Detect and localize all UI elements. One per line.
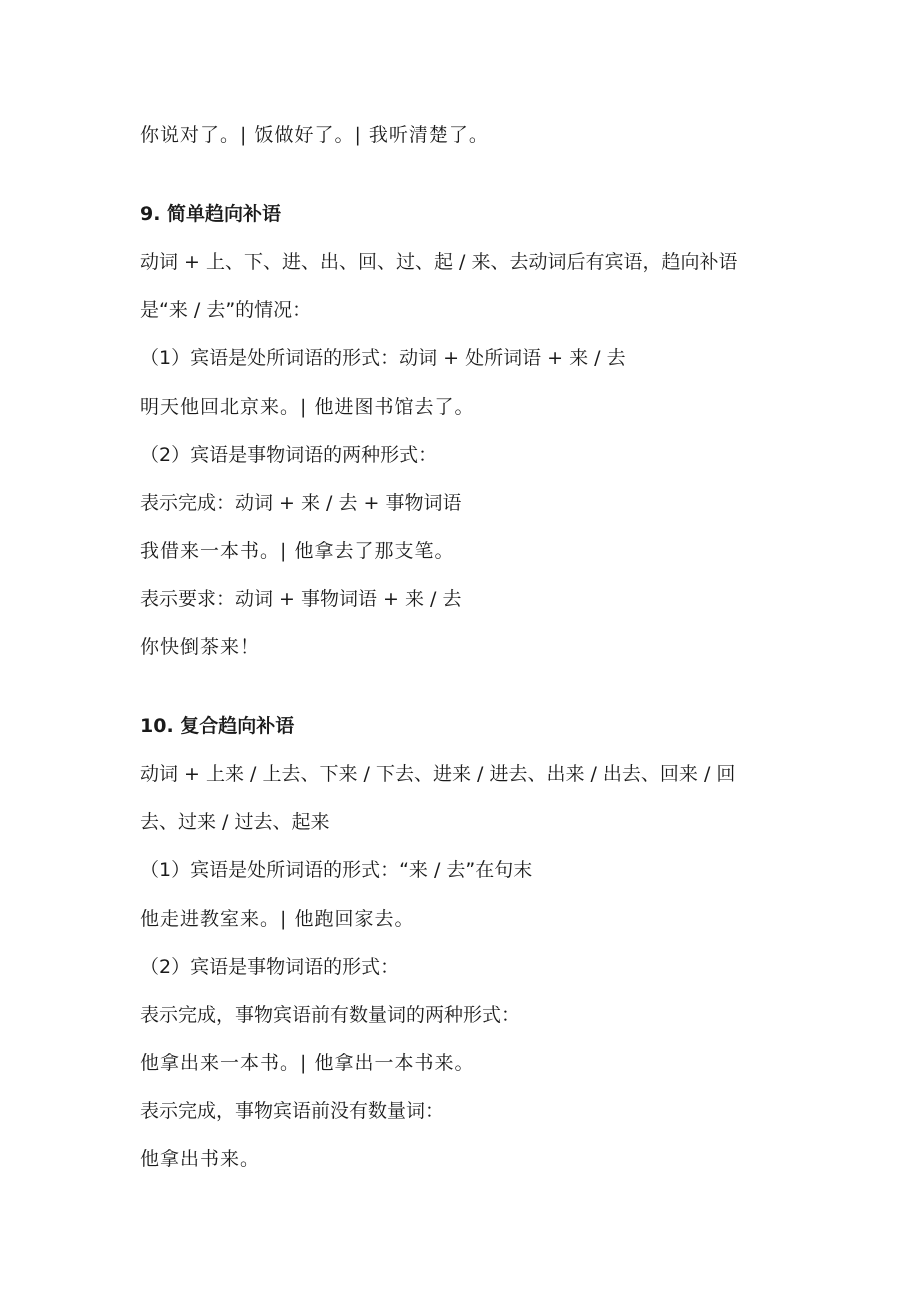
- rule-text: 动词 + 上、下、进、出、回、过、起 / 来、去动词后有宾语，趋向补语: [140, 251, 738, 273]
- pattern-without-quantifier: 表示完成，事物宾语前没有数量词：: [140, 1100, 445, 1122]
- example-sentence: 他拿出书来。: [140, 1148, 261, 1170]
- example-sentences: 我借来一本书。| 他拿去了那支笔。: [140, 540, 455, 562]
- rule-text-continued: 去、过来 / 过去、起来: [140, 811, 330, 833]
- pattern-completion: 表示完成：动词 + 来 / 去 + 事物词语: [140, 492, 462, 514]
- subsection-1: （1）宾语是处所词语的形式：动词 + 处所词语 + 来 / 去: [140, 347, 626, 369]
- section-heading-9: 9. 简单趋向补语: [140, 203, 282, 225]
- pattern-with-quantifier: 表示完成，事物宾语前有数量词的两种形式：: [140, 1004, 521, 1026]
- subsection-1: （1）宾语是处所词语的形式：“来 / 去”在句末: [140, 859, 533, 881]
- section-heading-10: 10. 复合趋向补语: [140, 715, 295, 737]
- example-sentence: 你快倒茶来！: [140, 636, 261, 658]
- subsection-2: （2）宾语是事物词语的形式：: [140, 956, 400, 978]
- example-sentences-result: 你说对了。| 饭做好了。| 我听清楚了。: [140, 124, 489, 146]
- rule-text: 动词 + 上来 / 上去、下来 / 下去、进来 / 进去、出来 / 出去、回来 / 回: [140, 763, 736, 785]
- pattern-request: 表示要求：动词 + 事物词语 + 来 / 去: [140, 588, 462, 610]
- subsection-2: （2）宾语是事物词语的两种形式：: [140, 444, 438, 466]
- example-sentences: 他拿出来一本书。| 他拿出一本书来。: [140, 1052, 475, 1074]
- example-sentences: 他走进教室来。| 他跑回家去。: [140, 908, 415, 930]
- example-sentences: 明天他回北京来。| 他进图书馆去了。: [140, 396, 475, 418]
- rule-text-continued: 是“来 / 去”的情况：: [140, 299, 312, 321]
